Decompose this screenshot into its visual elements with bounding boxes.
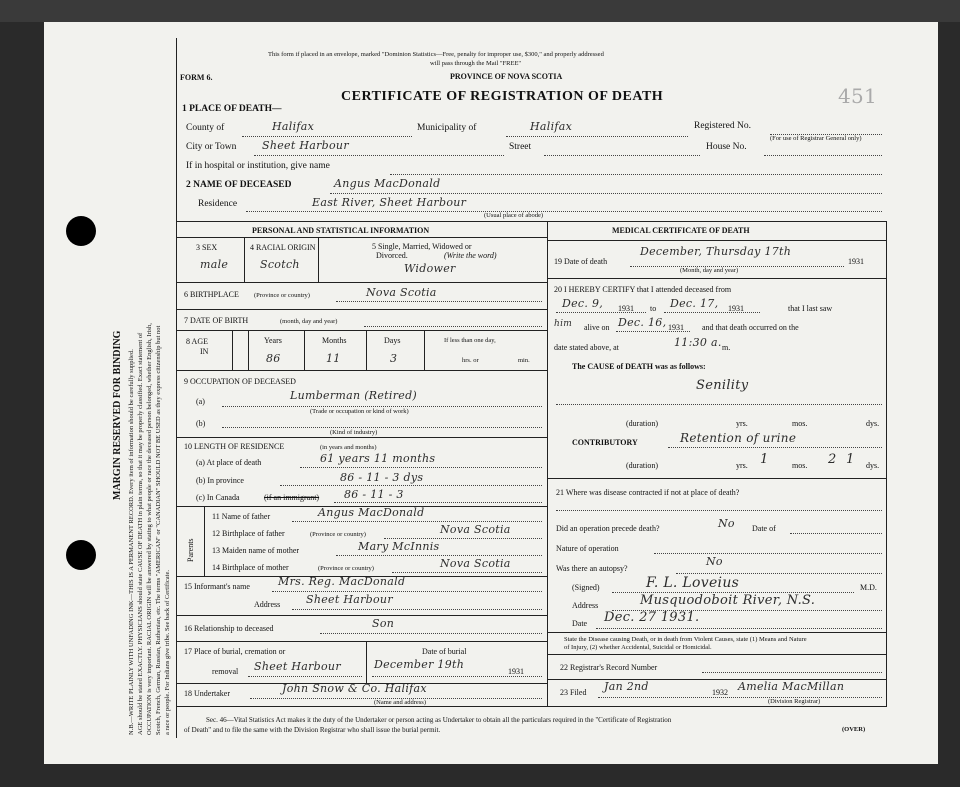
form-number: FORM 6. — [180, 73, 213, 82]
operation-label: Did an operation precede death? — [556, 524, 660, 533]
age-years-value: 86 — [266, 352, 281, 365]
burial-date-value: December 19th — [374, 658, 465, 671]
county-label: County of — [186, 123, 225, 133]
contrib-mos-label: mos. — [792, 461, 808, 470]
informant-address-value: Sheet Harbour — [306, 593, 393, 606]
burial-date-label: Date of burial — [422, 647, 467, 656]
scan-background-top — [0, 0, 960, 22]
date-of-death-note: (Month, day and year) — [680, 267, 739, 274]
dob-note: (month, day and year) — [280, 318, 338, 325]
mother-birthplace-note: (Province or country) — [318, 565, 374, 572]
province-heading: PROVINCE OF NOVA SCOTIA — [450, 72, 563, 81]
margin-instruction-2: AGE should be stated EXACTLY. PHYSICIANS should state CAUSE OF DEATH in plain terms, so that it may be properly classified. Exact statement of — [137, 332, 144, 735]
years-label: Years — [264, 336, 282, 345]
medical-heading: MEDICAL CERTIFICATE OF DEATH — [612, 226, 750, 235]
county-value: Halifax — [272, 120, 315, 133]
residence-value: East River, Sheet Harbour — [312, 196, 467, 209]
date-of-death-label: 19 Date of death — [554, 257, 608, 266]
res-a-label: (a) At place of death — [196, 458, 262, 467]
residence-label: Residence — [198, 199, 238, 209]
undertaker-note: (Name and address) — [374, 699, 426, 706]
res-c-label: (c) In Canada — [196, 493, 240, 502]
res-c-value: 86 - 11 - 3 — [344, 488, 404, 501]
res-b-label: (b) In province — [196, 476, 244, 485]
res-a-value: 61 years 11 months — [320, 452, 436, 465]
house-no-label: House No. — [706, 142, 747, 152]
binding-hole-top — [66, 216, 96, 246]
birthplace-label: 6 BIRTHPLACE — [184, 290, 239, 299]
father-value: Angus MacDonald — [318, 506, 425, 519]
relationship-value: Son — [372, 617, 395, 630]
informant-label: 15 Informant's name — [184, 582, 250, 591]
margin-rule — [176, 38, 177, 738]
residence-length-note: (in years and months) — [320, 444, 377, 451]
cause-dys-label: dys. — [866, 419, 880, 428]
marital-label-3: (Write the word) — [444, 251, 497, 260]
age-months-value: 11 — [326, 352, 341, 365]
attended-to-label: to — [650, 304, 657, 313]
margin-instruction-5: a race or people. For Indians give tribe. See back of Certificate. — [164, 570, 171, 735]
deceased-name-value: Angus MacDonald — [334, 177, 441, 190]
residence-length-heading: 10 LENGTH OF RESIDENCE — [184, 442, 285, 451]
res-c-note: (if an immigrant) — [264, 493, 320, 502]
mother-value: Mary McInnis — [358, 540, 440, 553]
birthplace-value: Nova Scotia — [366, 286, 437, 299]
registrar-signature: Amelia MacMillan — [738, 680, 845, 693]
autopsy-label: Was there an autopsy? — [556, 564, 628, 573]
mother-birthplace-value: Nova Scotia — [440, 557, 511, 570]
informant-value: Mrs. Reg. MacDonald — [278, 575, 406, 588]
medical-address-label: Address — [572, 601, 599, 610]
cause-duration-label: (duration) — [626, 419, 658, 428]
footer-line-2: of Death" and to file the same with the Division Registrar who shall issue the burial permit. — [184, 726, 441, 734]
signed-value: F. L. Loveius — [646, 575, 740, 591]
contrib-dys-label: dys. — [866, 461, 880, 470]
contrib-yrs-value: 1 — [760, 452, 769, 467]
binding-hole-bottom — [66, 540, 96, 570]
footer-line-1: Sec. 46—Vital Statistics Act makes it the duty of the Undertaker or person acting as Undertaker to obtain all the particulars required in the "Certificate of Registration — [206, 716, 672, 724]
residence-note: (Usual place of abode) — [484, 212, 544, 219]
time-value: 11:30 a. — [674, 336, 722, 349]
mother-birthplace-label: 14 Birthplace of mother — [212, 563, 289, 572]
dob-label: 7 DATE OF BIRTH — [184, 316, 249, 325]
racial-origin-label: 4 RACIAL ORIGIN — [250, 243, 316, 252]
attended-to-year: 1931 — [728, 304, 744, 313]
contrib-yrs-label: yrs. — [736, 461, 748, 470]
marital-label-2: Divorced. — [376, 251, 408, 260]
section-top-rule — [177, 221, 887, 222]
column-divider — [547, 221, 548, 706]
signed-label: (Signed) — [572, 583, 600, 592]
death-occurred-label: and that death occurred on the — [702, 323, 799, 332]
certificate-date-label: Date — [572, 619, 588, 628]
certificate-date-value: Dec. 27 1931. — [604, 610, 700, 625]
marital-label-1: 5 Single, Married, Widowed or — [372, 242, 472, 251]
days-label: Days — [384, 336, 401, 345]
place-of-death-heading: 1 PLACE OF DEATH— — [182, 104, 282, 114]
section-bottom-rule — [177, 706, 887, 707]
min-label: min. — [518, 357, 530, 364]
occupation-heading: 9 OCCUPATION OF DECEASED — [184, 377, 296, 386]
record-number-label: 22 Registrar's Record Number — [560, 663, 658, 672]
occupation-b-note: (Kind of industry) — [330, 429, 378, 436]
filed-year: 1932 — [712, 688, 728, 697]
contributory-label: CONTRIBUTORY — [572, 438, 638, 447]
father-birthplace-note: (Province or country) — [310, 531, 366, 538]
attended-from-year: 1931 — [618, 304, 634, 313]
street-label: Street — [509, 142, 532, 152]
attended-from-value: Dec. 9, — [562, 297, 604, 310]
res-b-value: 86 - 11 - 3 dys — [340, 471, 424, 484]
date-of-label: Date of — [752, 524, 776, 533]
occupation-value: Lumberman (Retired) — [290, 389, 418, 402]
filed-label: 23 Filed — [560, 688, 587, 697]
stamp-number: 451 — [838, 84, 878, 108]
margin-binding-label: MARGIN RESERVED FOR BINDING — [112, 330, 123, 500]
undertaker-label: 18 Undertaker — [184, 689, 230, 698]
contributory-value: Retention of urine — [680, 431, 797, 445]
sex-value: male — [200, 258, 229, 271]
margin-instruction-4: Scotch, French, German, Russian, Ruthenian, etc. The terms "AMERICAN" or "CANADIAN" SHOULD NOT BE USED as they express citizenship but not — [155, 325, 162, 735]
attended-to-value: Dec. 17, — [670, 297, 719, 310]
father-birthplace-value: Nova Scotia — [440, 523, 511, 536]
him-value: him — [554, 319, 573, 329]
contrib-duration-label: (duration) — [626, 461, 658, 470]
envelope-note-1: This form if placed in an envelope, marked "Dominion Statistics—Free, penalty for improper use, $300," and properly addressed — [268, 51, 604, 58]
state-note-1: State the Disease causing Death, or in death from Violent Causes, state (1) Means and Nature — [564, 636, 807, 643]
burial-label-2: removal — [212, 667, 239, 676]
date-stated-label: date stated above, at — [554, 343, 619, 352]
cause-label: The CAUSE of DEATH was as follows: — [572, 362, 706, 371]
section-right-rule — [886, 221, 887, 706]
occupation-a-label: (a) — [196, 397, 205, 406]
registrar-only-note: (For use of Registrar General only) — [770, 135, 862, 142]
page-title: CERTIFICATE OF REGISTRATION OF DEATH — [341, 89, 664, 104]
city-value: Sheet Harbour — [262, 139, 349, 152]
medical-address-value: Musquodoboit River, N.S. — [640, 593, 816, 608]
nature-of-operation-label: Nature of operation — [556, 544, 619, 553]
age-days-value: 3 — [390, 352, 398, 365]
parents-label: Parents — [186, 538, 195, 562]
hospital-label: If in hospital or institution, give name — [186, 161, 330, 171]
personal-heading: PERSONAL AND STATISTICAL INFORMATION — [252, 226, 430, 235]
division-registrar-note: (Division Registrar) — [768, 698, 821, 705]
relationship-label: 16 Relationship to deceased — [184, 624, 274, 633]
birthplace-note: (Province or country) — [254, 292, 310, 299]
certify-label: 20 I HEREBY CERTIFY that I attended deceased from — [554, 285, 732, 294]
burial-label-1: 17 Place of burial, cremation or — [184, 647, 286, 656]
age-label-2: IN — [200, 347, 209, 356]
marital-value: Widower — [404, 262, 456, 275]
am-label: m. — [722, 343, 731, 352]
alive-on-value: Dec. 16, — [618, 316, 667, 329]
cause-value: Senility — [696, 378, 749, 393]
municipality-label: Municipality of — [417, 123, 477, 133]
racial-origin-value: Scotch — [260, 258, 300, 271]
contrib-dys-value: 1 — [846, 452, 855, 467]
sex-label: 3 SEX — [196, 243, 218, 252]
father-label: 11 Name of father — [212, 512, 271, 521]
less-than-day-label: If less than one day, — [444, 337, 496, 344]
cause-mos-label: mos. — [792, 419, 808, 428]
last-saw-label: that I last saw — [788, 304, 833, 313]
deceased-name-label: 2 NAME OF DECEASED — [186, 180, 292, 190]
envelope-note-2: will pass through the Mail "FREE" — [430, 60, 522, 67]
date-of-death-value: December, Thursday 17th — [640, 245, 792, 258]
registered-no-label: Registered No. — [694, 121, 751, 131]
months-label: Months — [322, 336, 347, 345]
mother-label: 13 Maiden name of mother — [212, 546, 300, 555]
margin-instruction-1: N.B.—WRITE PLAINLY WITH UNFADING INK—THIS IS A PERMANENT RECORD. Every item of information should be carefully supplied. — [128, 349, 135, 735]
alive-on-label: alive on — [584, 323, 610, 332]
father-birthplace-label: 12 Birthplace of father — [212, 529, 285, 538]
operation-value: No — [718, 517, 735, 530]
footer-over: (OVER) — [842, 726, 866, 733]
city-label: City or Town — [186, 142, 237, 152]
occupation-a-note: (Trade or occupation or kind of work) — [310, 408, 409, 415]
burial-year-value: 1931 — [508, 667, 524, 676]
municipality-value: Halifax — [530, 120, 573, 133]
margin-instruction-3: OCCUPATION is very important. RACIAL ORIGIN will be answered by stating to what people or race the deceased person belonged, whether English, Irish, — [146, 323, 153, 735]
state-note-2: of Injury, (2) whether Accidental, Suicidal or Homicidal. — [564, 644, 712, 651]
occupation-b-label: (b) — [196, 419, 206, 428]
filed-value: Jan 2nd — [604, 680, 649, 693]
age-label-1: 8 AGE — [186, 337, 208, 346]
date-of-death-year: 1931 — [848, 257, 864, 266]
md-label: M.D. — [860, 583, 877, 592]
informant-address-label: Address — [254, 600, 281, 609]
contrib-mos-value: 2 — [828, 452, 837, 467]
autopsy-value: No — [706, 555, 723, 568]
cause-yrs-label: yrs. — [736, 419, 748, 428]
undertaker-value: John Snow & Co. Halifax — [282, 682, 427, 695]
hrs-label: hrs. or — [462, 357, 479, 364]
q21-label: 21 Where was disease contracted if not at place of death? — [556, 488, 740, 497]
alive-on-year: 1931 — [668, 323, 684, 332]
burial-place-value: Sheet Harbour — [254, 660, 341, 673]
